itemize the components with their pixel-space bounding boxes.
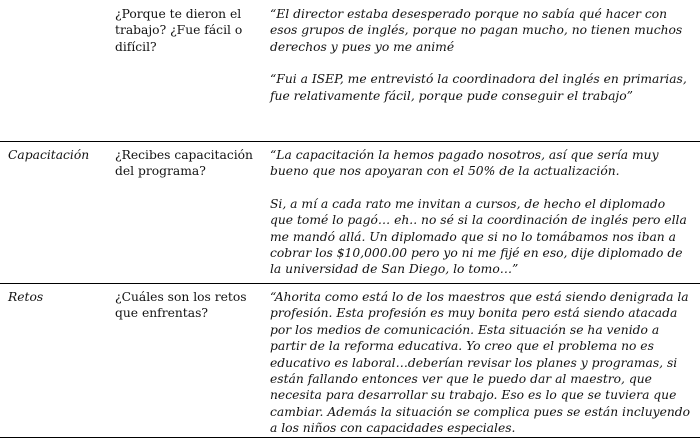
table-bottom-rule (0, 437, 700, 438)
row-2-answer-paragraph-2: Si, a mí a cada rato me invitan a cursos, de hecho el diplomado que tomé lo pagó… eh.. no sé si la coordinación de inglés pero ella me mandó allá. Un diplomado que si no lo tomábamos nos iban a cobrar los $10,000.00 pero yo ni me fijé en eso, dije diplomado de la universidad de San Diego, lo tomo…” (270, 196, 687, 277)
row-1-answer (270, 6, 692, 104)
row-3-question: ¿Cuáles son los retos que enfrentas? (115, 290, 247, 321)
row-divider-2 (0, 283, 700, 284)
row-divider-1 (0, 141, 700, 142)
row-2-answer-paragraph-1: “La capacitación la hemos pagado nosotros, así que sería muy bueno que nos apoyaran con el 50% de la actualización. (270, 148, 659, 179)
row-2-answer (270, 147, 692, 278)
row-2-category: Capacitación (8, 148, 90, 162)
row-1-question: ¿Porque te dieron el trabajo? ¿Fue fácil o difícil? (115, 7, 243, 54)
row-3-category: Retos (8, 290, 44, 304)
row-1-answer-paragraph-1: “El director estaba desesperado porque no sabía qué hacer con esos grupos de inglés, porque no pagan mucho, no tienen muchos derechos y pues yo me animé (270, 7, 683, 54)
row-1-answer-paragraph-2: “Fui a ISEP, me entrevistó la coordinadora del inglés en primarias, fue relativamente fácil, porque pude conseguir el trabajo” (270, 72, 687, 103)
row-2-question: ¿Recibes capacitación del programa? (115, 148, 253, 179)
row-3-answer (270, 289, 692, 437)
row-3-answer-paragraph-1: “Ahorita como está lo de los maestros que está siendo denigrada la profesión. Esta profesión es muy bonita pero está siendo atacada por los medios de comunicación. Esta situación se ha venido a partir de la reforma educativa. Yo creo que el problema no es educativo es laboral…deberían revisar los planes y programas, si están fallando entonces ver que le puedo dar al maestro, que necesita para desarrollar su trabajo. Eso es lo que se tuviera que cambiar. Además la situación se complica pues se están incluyendo a los niños con capacidades especiales. (270, 290, 691, 436)
